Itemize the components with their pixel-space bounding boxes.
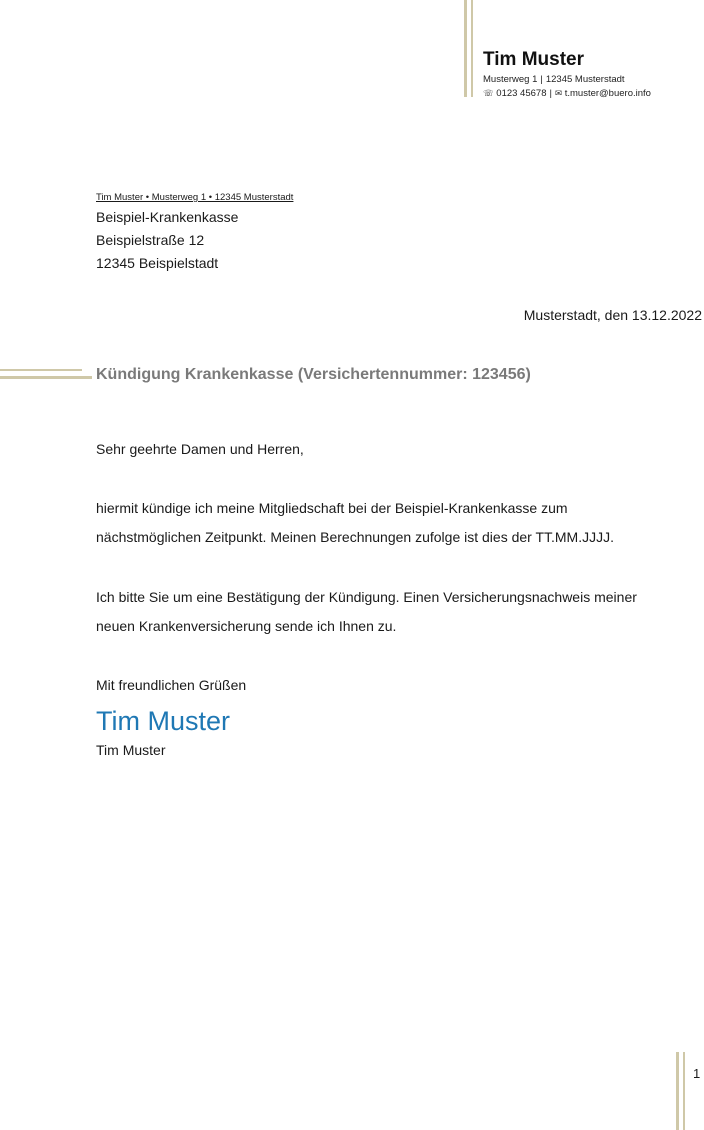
phone-icon: ☏ bbox=[483, 88, 494, 98]
paragraph-1-line-1: hiermit kündige ich meine Mitgliedschaft bei der Beispiel-Krankenkasse zum bbox=[96, 500, 568, 516]
page-number: 1 bbox=[693, 1066, 701, 1081]
header-phone: 0123 45678 bbox=[496, 88, 547, 99]
header-contact bbox=[483, 88, 651, 99]
paragraph-2-line-2: neuen Krankenversicherung sende ich Ihnen zu. bbox=[96, 618, 397, 634]
closing: Mit freundlichen Grüßen bbox=[96, 677, 247, 693]
signature-name: Tim Muster bbox=[96, 742, 166, 758]
header-accent-line-1 bbox=[464, 0, 467, 97]
subject-accent-line-2 bbox=[0, 376, 92, 379]
letter-date: Musterstadt, den 13.12.2022 bbox=[523, 307, 702, 323]
header-accent-line-2 bbox=[471, 0, 473, 97]
paragraph-2-line-1: Ich bitte Sie um eine Bestätigung der Kündigung. Einen Versicherungsnachweis meiner bbox=[96, 589, 637, 605]
recipient-street: Beispielstraße 12 bbox=[96, 232, 205, 248]
recipient-city: 12345 Beispielstadt bbox=[96, 255, 219, 271]
header-address bbox=[483, 74, 625, 85]
header-name: Tim Muster bbox=[483, 49, 585, 70]
footer-accent-line-1 bbox=[676, 1052, 679, 1130]
subject-accent-line-1 bbox=[0, 369, 82, 371]
header-city: 12345 Musterstadt bbox=[545, 74, 625, 85]
recipient-name: Beispiel-Krankenkasse bbox=[96, 209, 239, 225]
envelope-icon: ✉ bbox=[554, 88, 563, 98]
header-separator: | bbox=[540, 74, 543, 85]
signature-script: Tim Muster bbox=[96, 706, 230, 736]
header-street: Musterweg 1 bbox=[483, 74, 538, 85]
salutation: Sehr geehrte Damen und Herren, bbox=[96, 441, 304, 457]
letter-subject: Kündigung Krankenkasse (Versichertennummer: 123456) bbox=[96, 366, 531, 383]
paragraph-1-line-2: nächstmöglichen Zeitpunkt. Meinen Berechnungen zufolge ist dies der TT.MM.JJJJ. bbox=[96, 529, 614, 545]
footer-accent-line-2 bbox=[683, 1052, 685, 1130]
header-separator: | bbox=[549, 88, 552, 99]
header-email: t.muster@buero.info bbox=[564, 88, 651, 99]
sender-return-address: Tim Muster • Musterweg 1 • 12345 Musterstadt bbox=[96, 192, 294, 203]
